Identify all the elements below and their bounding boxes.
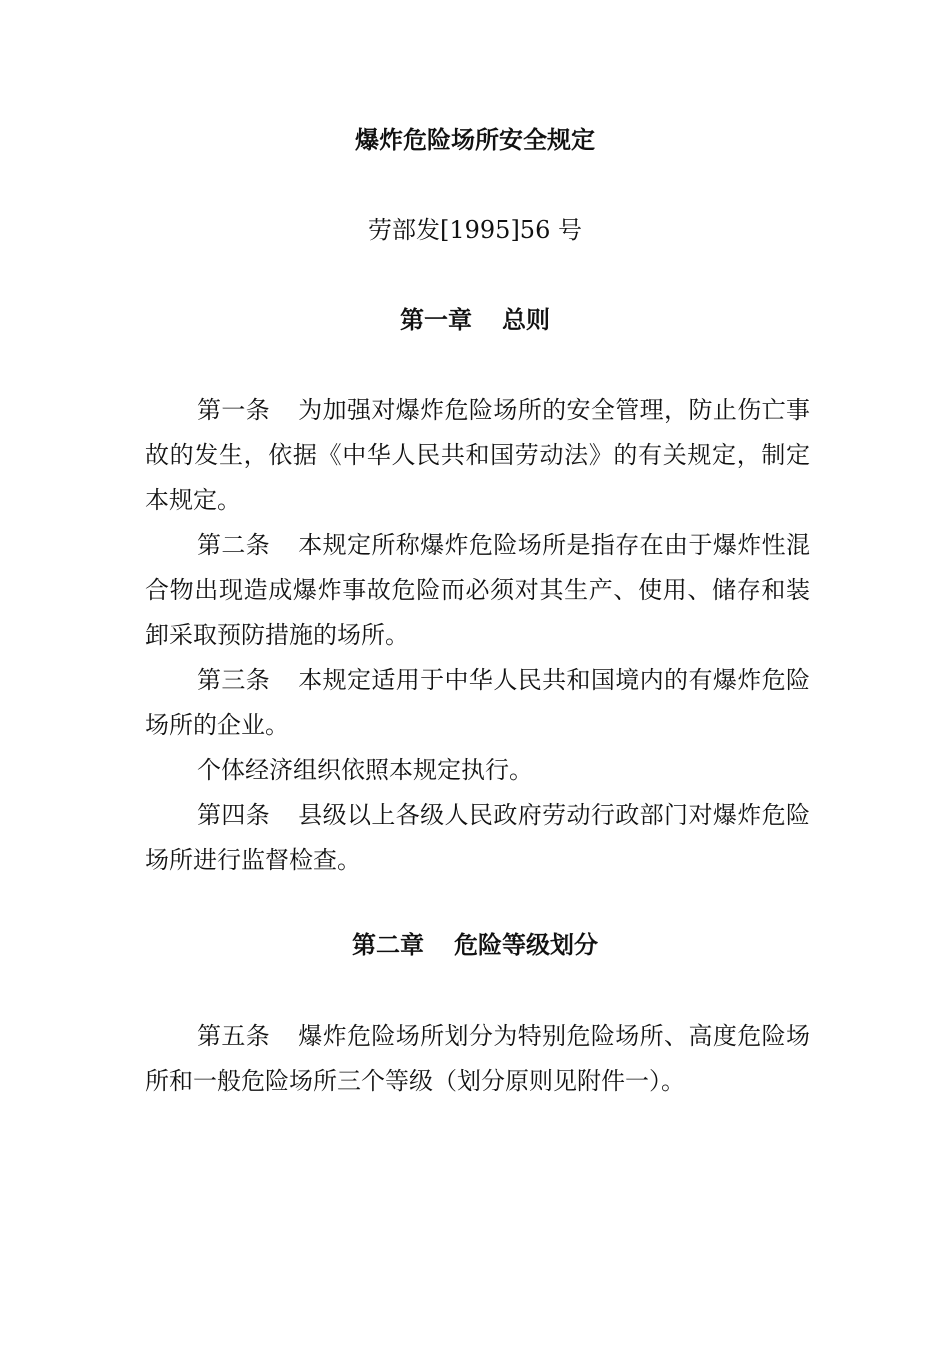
article-5 — [145, 1014, 810, 1104]
article-2 — [145, 523, 810, 658]
article-label: 第三条 — [197, 666, 271, 694]
chapter-heading-2 — [0, 927, 950, 963]
chapter-2-body — [145, 1014, 810, 1104]
document-title: 爆炸危险场所安全规定 — [355, 125, 595, 154]
article-4 — [145, 793, 810, 883]
article-label: 第一条 — [197, 396, 271, 424]
document-number: 劳部发[1995]56 号 — [368, 216, 582, 244]
article-3-paragraph-2 — [145, 748, 810, 793]
article-text: 为加强对爆炸危险场所的安全管理，防止伤亡事故的发生，依据《中华人民共和国劳动法》的有关规定，制定本规定。 — [145, 396, 811, 514]
article-3 — [145, 658, 810, 748]
chapter-heading-1 — [0, 302, 950, 338]
chapter-number: 第一章 — [400, 305, 472, 334]
article-text: 本规定适用于中华人民共和国境内的有爆炸危险场所的企业。 — [145, 666, 811, 739]
article-label: 第二条 — [197, 531, 271, 559]
article-text: 爆炸危险场所划分为特别危险场所、高度危险场所和一般危险场所三个等级（划分原则见附件一）。 — [145, 1022, 811, 1095]
chapter-name: 总则 — [502, 305, 550, 334]
article-label: 第四条 — [197, 801, 271, 829]
chapter-number: 第二章 — [352, 930, 424, 959]
article-label: 第五条 — [197, 1022, 271, 1050]
article-text: 县级以上各级人民政府劳动行政部门对爆炸危险场所进行监督检查。 — [145, 801, 811, 874]
article-1 — [145, 388, 810, 523]
chapter-name: 危险等级划分 — [454, 930, 598, 959]
article-text: 个体经济组织依照本规定执行。 — [197, 756, 533, 784]
article-text: 本规定所称爆炸危险场所是指存在由于爆炸性混合物出现造成爆炸事故危险而必须对其生产、使用、储存和装卸采取预防措施的场所。 — [145, 531, 811, 649]
chapter-1-body — [145, 388, 810, 883]
